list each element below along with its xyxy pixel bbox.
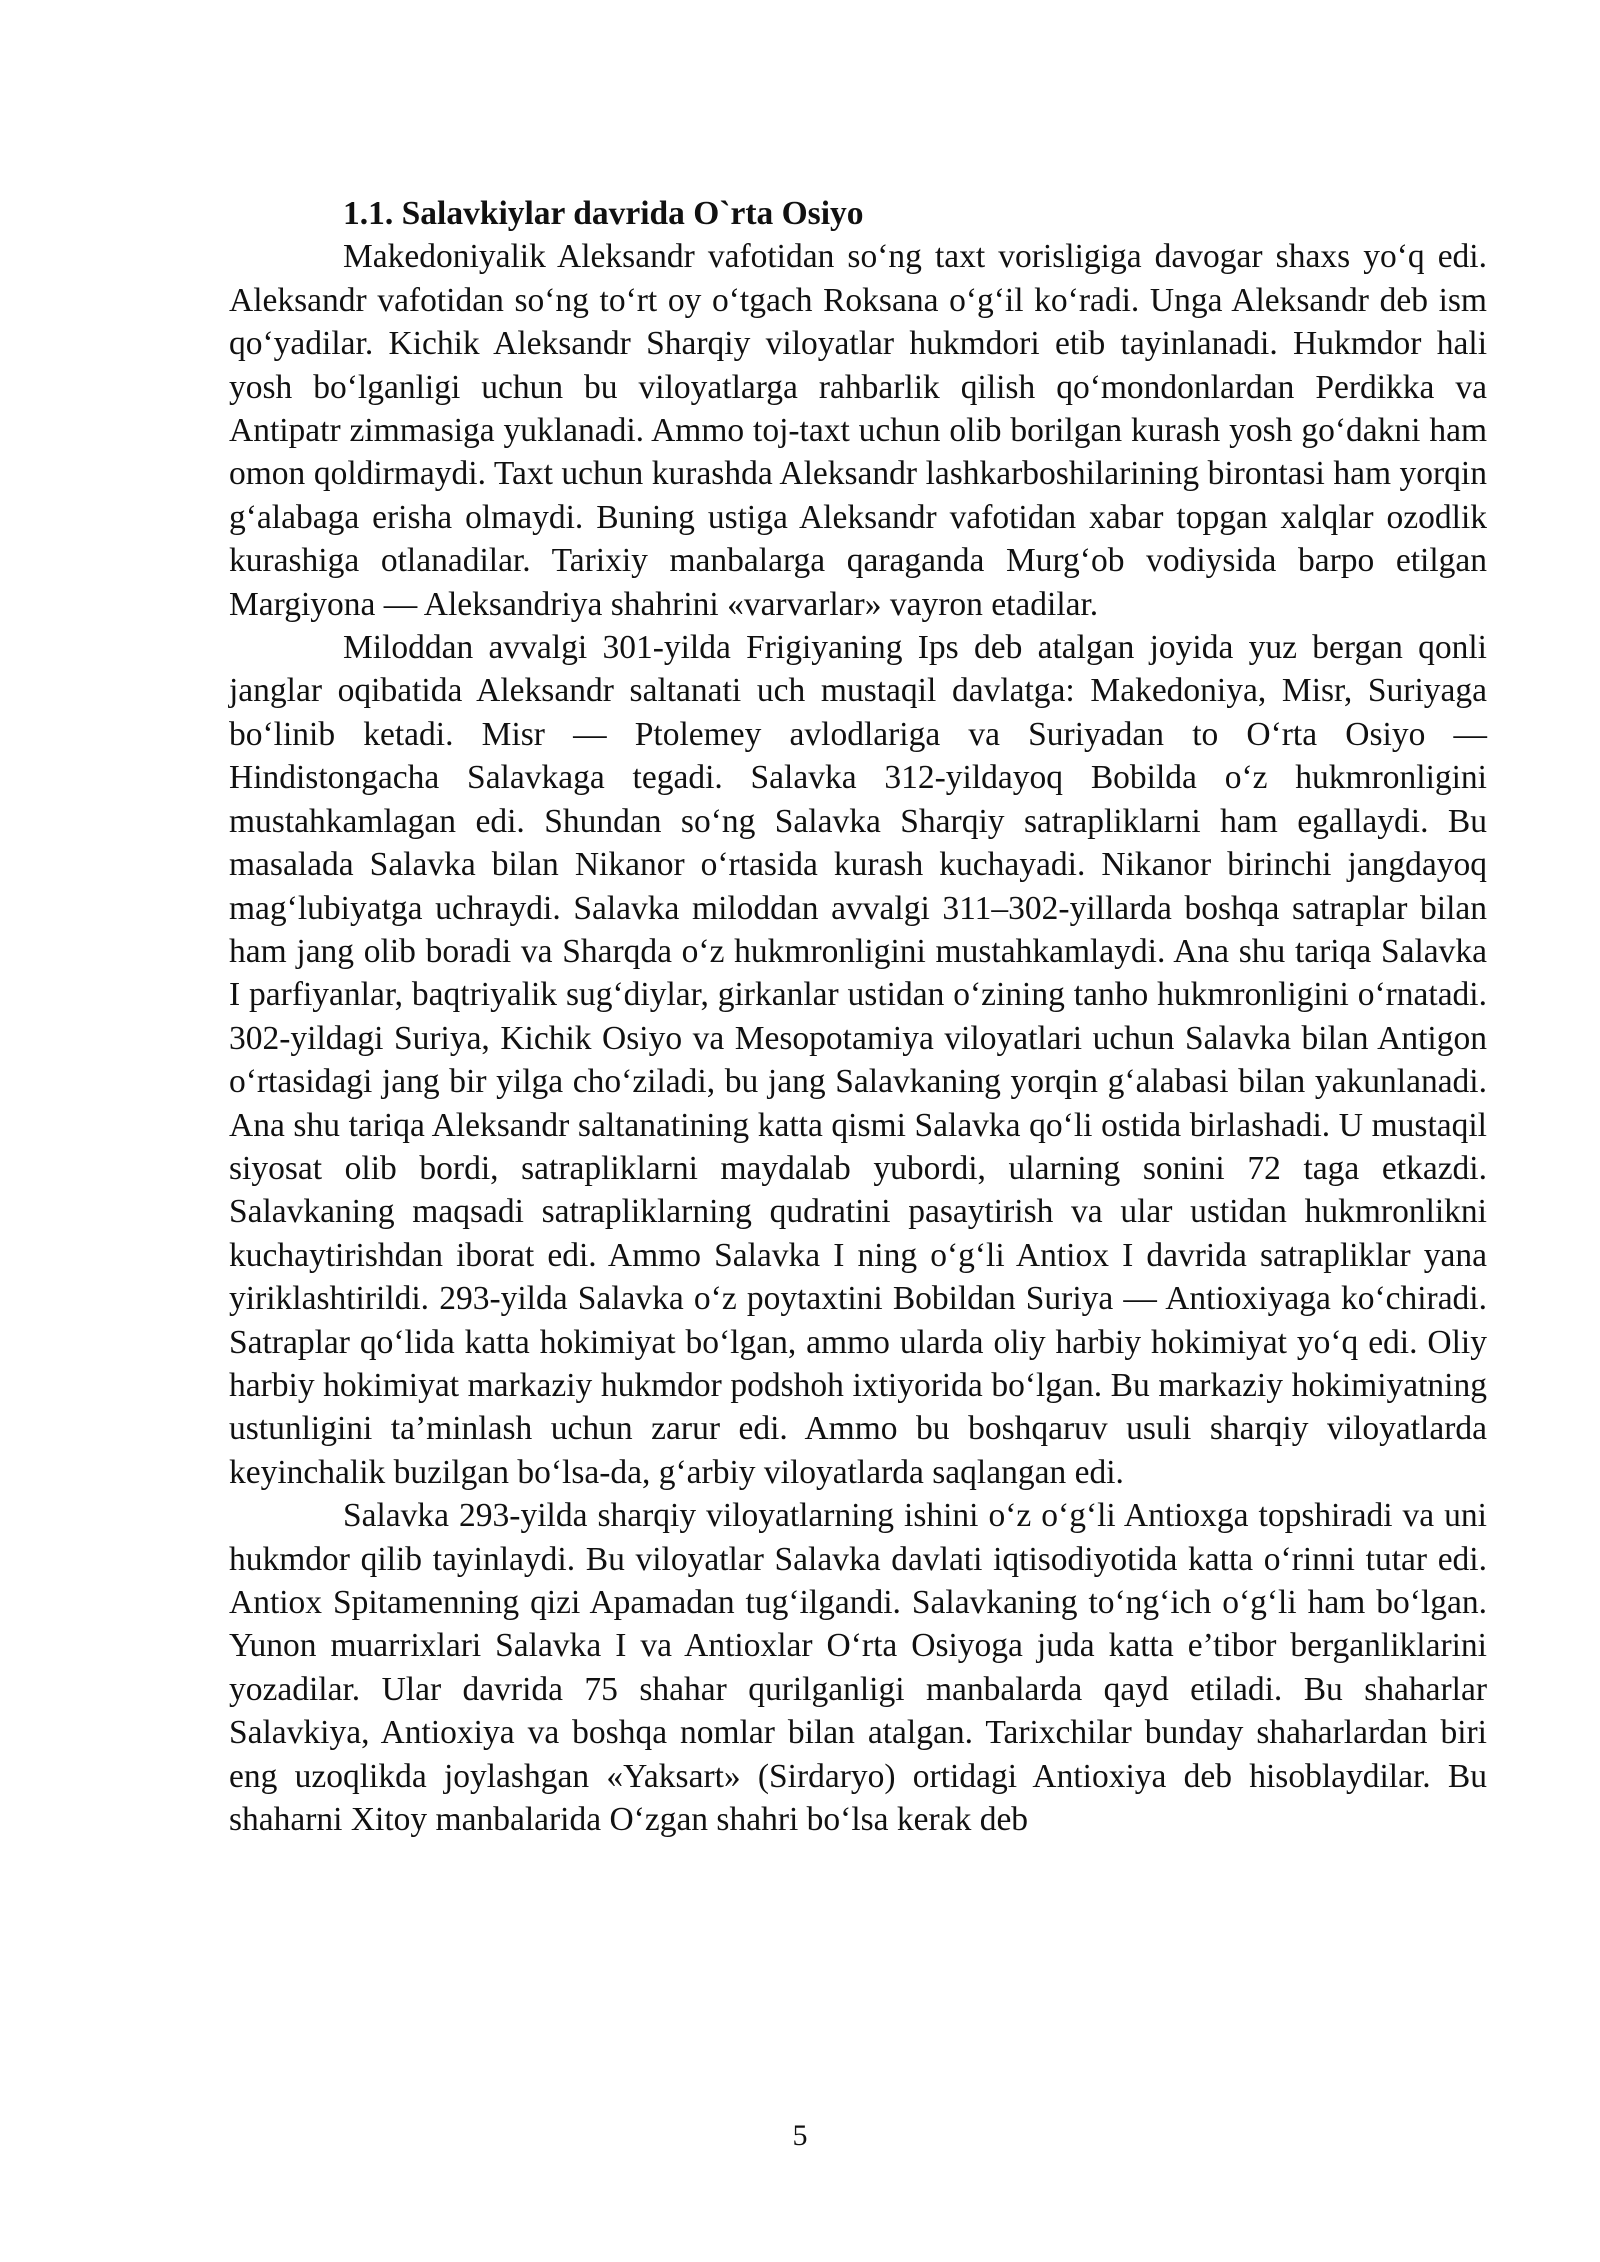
paragraph-3: Salavka 293-yilda sharqiy viloyatlarning ishini o‘z o‘g‘li Antioxga topshiradi va uni hukmdor qilib tayinlaydi. Bu viloyatlar Salavka davlati iqtisodiyotida katta o‘rinni tutar edi. Antiox Spitamenning qizi Apamadan tug‘ilgandi. Salavkaning to‘ng‘ich o‘g‘li ham bo‘lgan. Yunon muarrixlari Salavka I va Antioxlar O‘rta Osiyoga juda katta e’tibor berganliklarini yozadilar. Ular davrida 75 shahar qurilganligi manbalarda qayd etiladi. Bu shaharlar Salavkiya, Antioxiya va boshqa nomlar bilan atalgan. Tarixchilar bunday shaharlardan biri eng uzoqlikda joylashgan «Yaksart» (Sirdaryo) ortidagi Antioxiya deb hisoblaydilar. Bu shaharni Xitoy manbalarida O‘zgan shahri bo‘lsa kerak deb bbox=[229, 1497, 1487, 1839]
paragraph-1: Makedoniyalik Aleksandr vafotidan so‘ng taxt vorisligiga davogar shaxs yo‘q edi. Aleksandr vafotidan so‘ng to‘rt oy o‘tgach Roksana o‘g‘il ko‘radi. Unga Aleksandr deb ism qo‘yadilar. Kichik Aleksandr Sharqiy viloyatlar hukmdori etib tayinlanadi. Hukmdor hali yosh bo‘lganligi uchun bu viloyatlarga rahbarlik qilish qo‘mondonlardan Perdikka va Antipatr zimmasiga yuklanadi. Ammo toj-taxt uchun olib borilgan kurash yosh go‘dakni ham omon qoldirmaydi. Taxt uchun kurashda Aleksandr lashkarboshilarining birontasi ham yorqin g‘alabaga erisha olmaydi. Buning ustiga Aleksandr vafotidan xabar topgan xalqlar ozodlik kurashiga otlanadilar. Tarixiy manbalarga qaraganda Murg‘ob vodiysida barpo etilgan Margiyona — Aleksandriya shahrini «varvarlar» vayron etadilar. bbox=[229, 238, 1487, 623]
page-number: 5 bbox=[792, 2119, 808, 2152]
paragraph-2: Miloddan avvalgi 301-yilda Frigiyaning Ips deb atalgan joyida yuz bergan qonli janglar oqibatida Aleksandr saltanati uch mustaqil davlatga: Makedoniya, Misr, Suriyaga bo‘linib ketadi. Misr — Ptolemey avlodlariga va Suriyadan to O‘rta Osiyo — Hindistongacha Salavkaga tegadi. Salavka 312-yildayoq Bobilda o‘z hukmronligini mustahkamlagan edi. Shundan so‘ng Salavka Sharqiy satrapliklarni ham egallaydi. Bu masalada Salavka bilan Nikanor o‘rtasida kurash kuchayadi. Nikanor birinchi jangdayoq mag‘lubiyatga uchraydi. Salavka miloddan avvalgi 311–302-yillarda boshqa satraplar bilan ham jang olib boradi va Sharqda o‘z hukmronligini mustahkamlaydi. Ana shu tariqa Salavka I parfiyanlar, baqtriyalik sug‘diylar, girkanlar ustidan o‘zining tanho hukmronligini o‘rnatadi. 302-yildagi Suriya, Kichik Osiyo va Mesopotamiya viloyatlari uchun Salavka bilan Antigon o‘rtasidagi jang bir yilga cho‘ziladi, bu jang Salavkaning yorqin g‘alabasi bilan yakunlanadi. Ana shu tariqa Aleksandr saltanatining katta qismi Salavka qo‘li ostida birlashadi. U mustaqil siyosat olib bordi, satrapliklarni maydalab yubordi, ularning sonini 72 taga etkazdi. Salavkaning maqsadi satrapliklarning qudratini pasaytirish va ular ustidan hukmronlikni kuchaytirishdan iborat edi. Ammo Salavka I ning o‘g‘li Antiox I davrida satrapliklar yana yiriklashtirildi. 293-yilda Salavka o‘z poytaxtini Bobildan Suriya — Antioxiyaga ko‘chiradi. Satraplar qo‘lida katta hokimiyat bo‘lgan, ammo ularda oliy harbiy hokimiyat yo‘q edi. Oliy harbiy hokimiyat markaziy hukmdor podshoh ixtiyorida bo‘lgan. Bu markaziy hokimiyatning ustunligini ta’minlash uchun zarur edi. Ammo bu boshqaruv usuli sharqiy viloyatlarda keyinchalik buzilgan bo‘lsa-da, g‘arbiy viloyatlarda saqlangan edi. bbox=[229, 629, 1487, 1491]
section-heading: 1.1. Salavkiylar davrida O`rta Osiyo bbox=[343, 195, 864, 232]
page-body bbox=[229, 192, 1487, 1841]
